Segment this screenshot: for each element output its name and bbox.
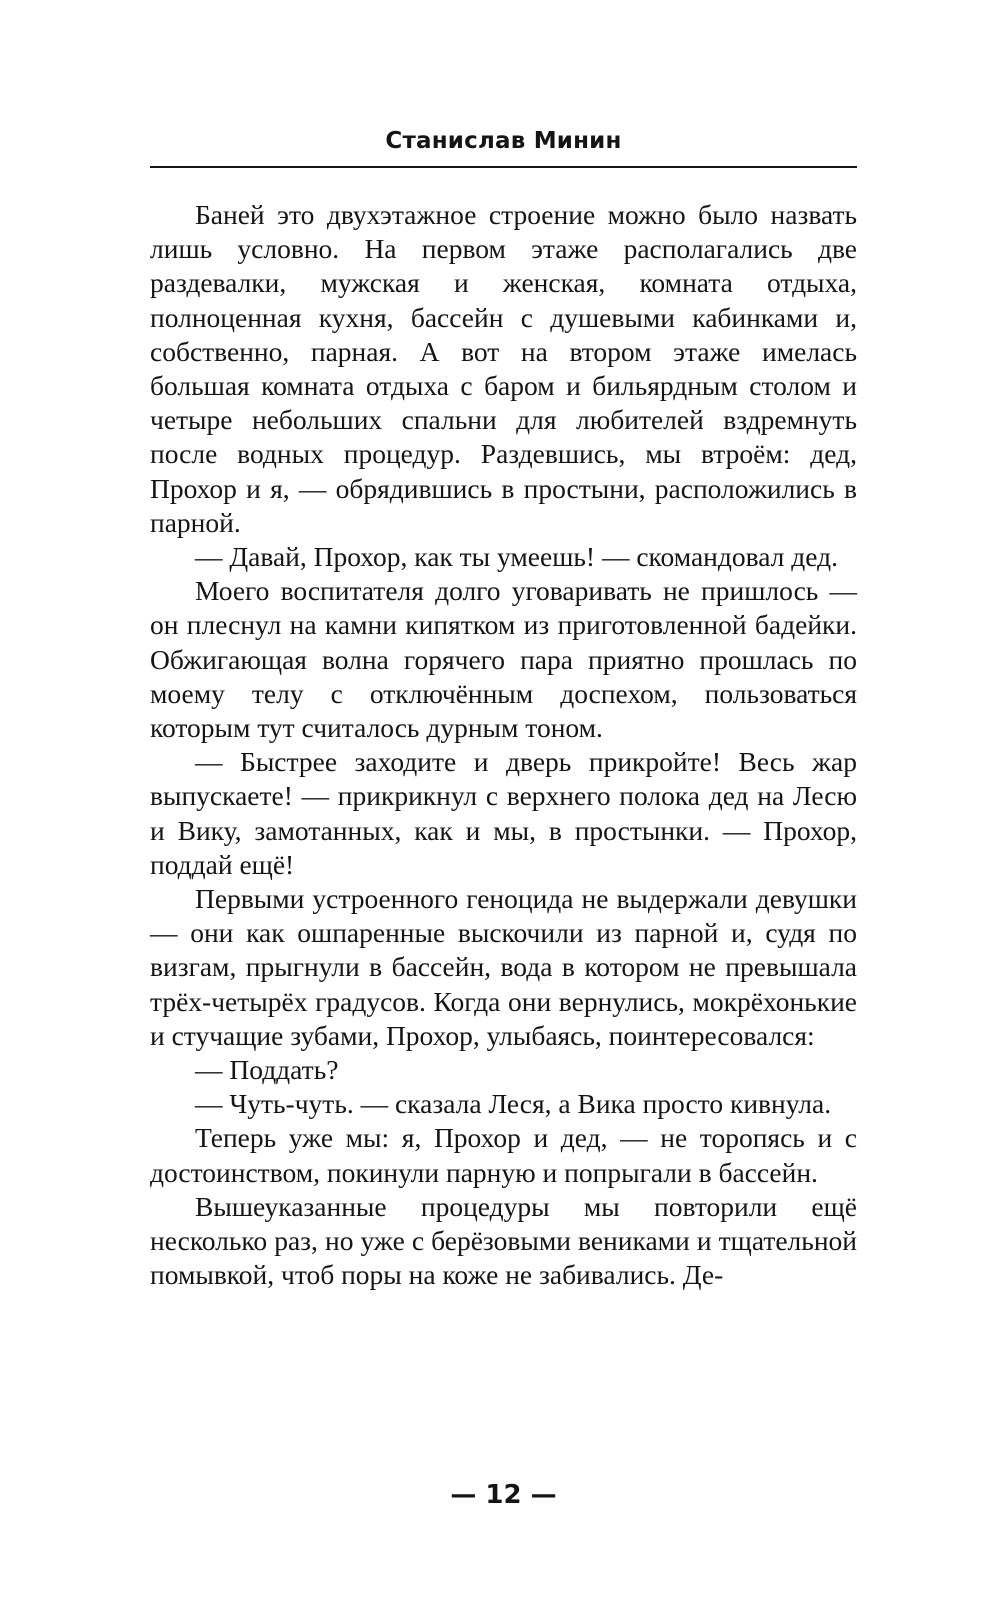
paragraph: Теперь уже мы: я, Прохор и дед, — не торопясь и с достоинством, покинули парную и попрыгали в бассейн. (150, 1122, 857, 1188)
body-text (150, 198, 857, 1293)
paragraph: Первыми устроенного геноцида не выдержали девушки — они как ошпаренные выскочили из парной и, судя по визгам, прыгнули в бассейн, вода в котором не превышала трёх-четырёх градусов. Когда они вернулись, мокрёхонькие и стучащие зубами, Прохор, улыбаясь, поинтересовался: (150, 883, 857, 1051)
paragraph: Баней это двухэтажное строение можно было назвать лишь условно. На первом этаже располагались две раздевалки, мужская и женская, комната отдыха, полноценная кухня, бассейн с душевыми кабинками и, собственно, парная. А вот на втором этаже имелась большая комната отдыха с баром и бильярдным столом и четыре небольших спальни для любителей вздремнуть после водных процедур. Раздевшись, мы втроём: дед, Прохор и я, — обрядившись в простыни, расположились в парной. (150, 199, 857, 538)
paragraph: Моего воспитателя долго уговаривать не пришлось — он плеснул на камни кипятком из приготовленной бадейки. Обжигающая волна горячего пара приятно прошлась по моему телу с отключённым доспехом, пользоваться которым тут считалось дурным тоном. (150, 575, 857, 744)
paragraph: — Быстрее заходите и дверь прикройте! Весь жар выпускаете! — прикрикнул с верхнего полока дед на Лесю и Вику, замотанных, как и мы, в простынки. — Прохор, поддай ещё! (150, 746, 857, 880)
running-head-author: Станислав Минин (385, 128, 622, 154)
paragraph: — Поддать? (195, 1054, 339, 1086)
page-number: — 12 — (450, 1480, 557, 1510)
paragraph: — Чуть-чуть. — сказала Леся, а Вика просто кивнула. (195, 1088, 832, 1120)
header-rule (150, 166, 857, 168)
paragraph: Вышеуказанные процедуры мы повторили ещё несколько раз, но уже с берёзовыми вениками и тщательной помывкой, чтоб поры на коже не забивались. Де- (150, 1190, 857, 1291)
paragraph: — Давай, Прохор, как ты умеешь! — скомандовал дед. (195, 541, 838, 573)
